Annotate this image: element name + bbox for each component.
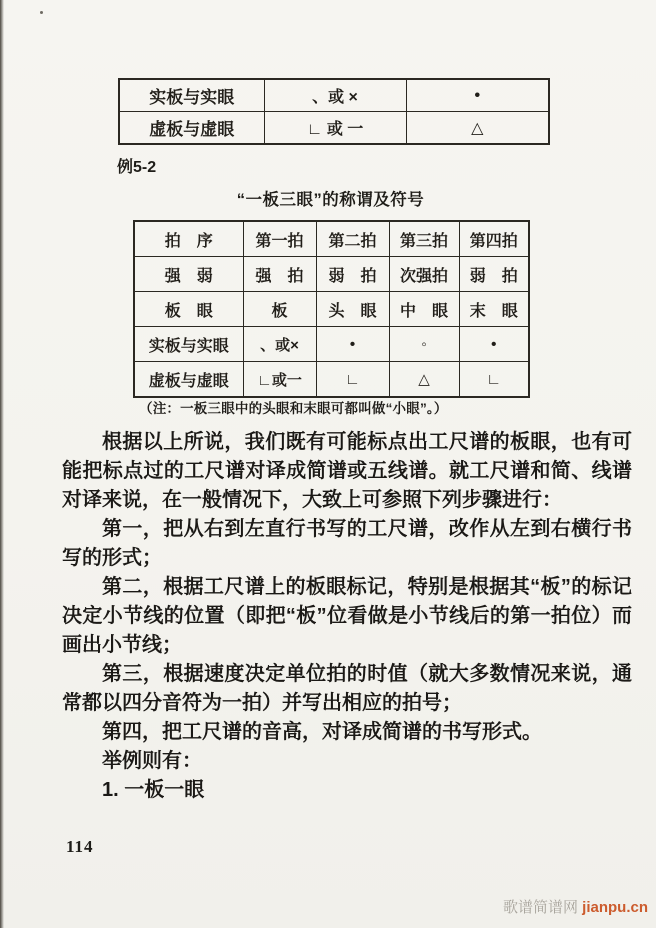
body-paragraph: 1. 一板一眼 [102,779,205,801]
table-row [134,362,529,398]
table-cell-symbol: ◦ [389,327,459,362]
table-cell: 次强拍 [389,257,459,292]
table-cell: 板 [243,292,316,327]
table-cell-symbol: 、或× [243,327,316,362]
table-cell-symbol: ∟ [459,362,529,398]
table-cell: 实板与实眼 [134,327,243,362]
table-cell: 末 眼 [459,292,529,327]
table-cell: 板 眼 [134,292,243,327]
body-paragraph: 第三，根据速度决定单位拍的时值（就大多数情况来说，通常都以四分音符为一拍）并写出相应的拍号； [62,663,632,714]
watermark-site-url: jianpu.cn [582,899,648,916]
table-cell-symbol: • [316,327,389,362]
table-cell: 强 拍 [243,257,316,292]
table-cell: 第四拍 [459,221,529,257]
page-number: 114 [66,837,94,856]
scan-speck [40,11,43,14]
table-cell: 第一拍 [243,221,316,257]
body-paragraph: 第四，把工尺谱的音高，对译成简谱的书写形式。 [102,721,542,743]
body-text [62,428,632,805]
table-note: （注：一板三眼中的头眼和末眼可都叫做“小眼”。） [139,401,448,416]
table-cell-symbol: ∟ 或 一 [264,112,406,145]
body-paragraph: 根据以上所说，我们既有可能标点出工尺谱的板眼，也有可能把标点过的工尺谱对译成简谱或五线谱。就工尺谱和简、线谱对译来说，在一般情况下，大致上可参照下列步骤进行： [62,431,632,511]
table-cell: 虚板与虚眼 [119,112,264,145]
table-row [134,327,529,362]
table-cell: 第三拍 [389,221,459,257]
table-cell: 第二拍 [316,221,389,257]
table-cell-symbol: △ [389,362,459,398]
table-cell-symbol: 、或 × [264,79,406,112]
watermark [503,896,648,917]
table-row [134,257,529,292]
table-cell-symbol: ∟或一 [243,362,316,398]
banyan-table [133,220,530,398]
watermark-site-name: 歌谱简谱网 [502,899,578,916]
body-paragraph: 第二，根据工尺谱上的板眼标记，特别是根据其“板”的标记决定小节线的位置（即把“板”位看做是小节线后的第一拍位）而画出小节线； [62,576,632,656]
table-cell: 虚板与虚眼 [134,362,243,398]
scan-edge-shadow [0,0,4,928]
body-paragraph: 举例则有： [102,750,202,772]
body-paragraph: 第一，把从右到左直行书写的工尺谱，改作从左到右横行书写的形式； [62,518,632,569]
table-row [134,292,529,327]
table-row [119,79,549,112]
table-cell: 实板与实眼 [119,79,264,112]
table-cell-symbol: ∟ [316,362,389,398]
table-row [134,221,529,257]
table-cell: 中 眼 [389,292,459,327]
table-cell: 拍 序 [134,221,243,257]
table-cell-symbol: • [406,79,549,112]
table-cell: 头 眼 [316,292,389,327]
table-title: “一板三眼”的称谓及符号 [236,191,425,209]
table-cell-symbol: △ [406,112,549,145]
symbol-table-partial [118,78,550,145]
table-cell-symbol: • [459,327,529,362]
table-row [119,112,549,145]
table-cell: 强 弱 [134,257,243,292]
example-label: 例5-2 [117,159,157,176]
table-cell: 弱 拍 [316,257,389,292]
table-cell: 弱 拍 [459,257,529,292]
